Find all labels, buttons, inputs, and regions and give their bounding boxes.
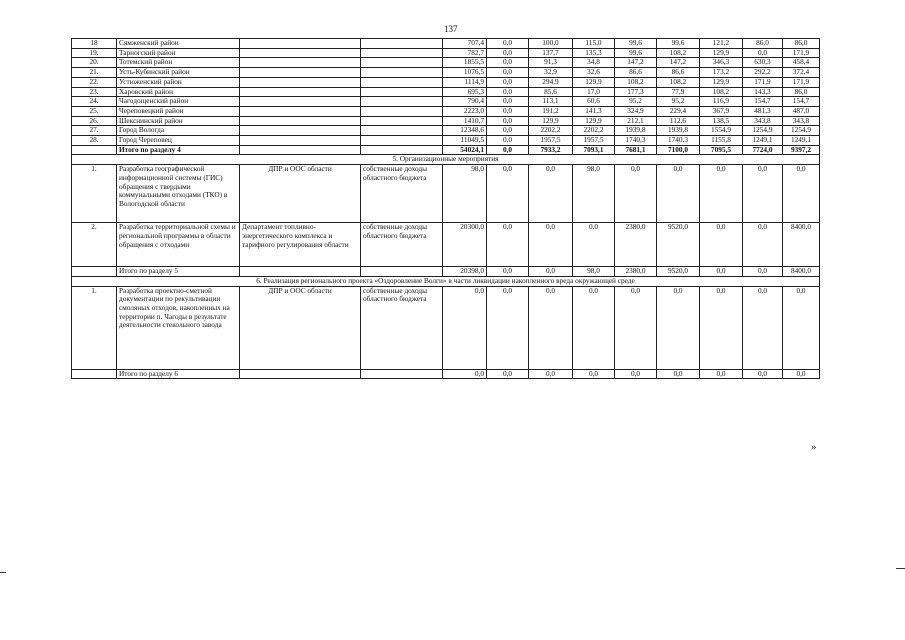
value-cell: 60,6 <box>573 97 615 107</box>
source-cell <box>361 126 443 136</box>
scan-edge-mark <box>896 568 905 569</box>
value-cell: 32,9 <box>529 68 573 78</box>
value-cell: 292,2 <box>743 68 783 78</box>
value-cell: 11049,5 <box>443 136 487 146</box>
value-cell: 0,0 <box>487 286 529 369</box>
value-cell: 154,7 <box>743 97 783 107</box>
value-cell: 77,9 <box>657 87 700 97</box>
value-cell: 0,0 <box>529 165 573 223</box>
row-number-cell: 19. <box>72 48 117 58</box>
value-cell: 0,0 <box>615 369 657 379</box>
value-cell: 367,9 <box>700 106 743 116</box>
value-cell: 86,0 <box>783 39 820 49</box>
source-cell <box>361 145 443 155</box>
value-cell: 129,9 <box>573 77 615 87</box>
value-cell: 0,0 <box>487 58 529 68</box>
value-cell: 343,8 <box>743 116 783 126</box>
value-cell: 171,9 <box>783 77 820 87</box>
table-row <box>72 87 820 97</box>
table-row <box>72 126 820 136</box>
value-cell: 0,0 <box>573 369 615 379</box>
district-name-cell: Сямженский район <box>117 39 240 49</box>
value-cell: 8400,0 <box>783 267 820 277</box>
value-cell: 1939,8 <box>615 126 657 136</box>
section-title-row <box>72 155 820 165</box>
row-number-cell: 24. <box>72 97 117 107</box>
value-cell: 1254,9 <box>783 126 820 136</box>
value-cell: 20398,0 <box>443 267 487 277</box>
activity-row <box>72 286 820 369</box>
executor-cell: ДПР и ООС области <box>240 286 361 369</box>
total-label-cell: Итого по разделу 5 <box>117 267 240 277</box>
value-cell: 91,3 <box>529 58 573 68</box>
table-row <box>72 136 820 146</box>
source-cell <box>361 58 443 68</box>
row-number-cell: 2. <box>72 223 117 267</box>
value-cell: 343,8 <box>783 116 820 126</box>
funding-source-cell: собственные доходы областного бюджета <box>361 165 443 223</box>
funding-source-cell: собственные доходы областного бюджета <box>361 286 443 369</box>
value-cell: 7093,1 <box>573 145 615 155</box>
value-cell: 54024,1 <box>443 145 487 155</box>
value-cell: 487,0 <box>783 106 820 116</box>
executor-cell <box>240 126 361 136</box>
value-cell: 9397,2 <box>783 145 820 155</box>
value-cell: 372,4 <box>783 68 820 78</box>
value-cell: 0,0 <box>573 286 615 369</box>
value-cell: 1249,1 <box>743 136 783 146</box>
section-title-cell: 6. Реализация регионального проекта «Оздоровление Волги» в части ликвидации накопленного вреда окружающей среде <box>72 276 820 286</box>
table-body <box>72 39 820 379</box>
table-row <box>72 48 820 58</box>
value-cell: 108,2 <box>657 48 700 58</box>
source-cell <box>361 106 443 116</box>
value-cell: 0,0 <box>743 48 783 58</box>
value-cell: 0,0 <box>487 39 529 49</box>
value-cell: 9520,0 <box>657 267 700 277</box>
value-cell: 98,0 <box>443 165 487 223</box>
value-cell: 481,3 <box>743 106 783 116</box>
total-label-cell: Итого по разделу 6 <box>117 369 240 379</box>
value-cell: 0,0 <box>700 286 743 369</box>
value-cell: 458,4 <box>783 58 820 68</box>
row-number-cell: 23. <box>72 87 117 97</box>
executor-cell <box>240 58 361 68</box>
district-name-cell: Тотемский район <box>117 58 240 68</box>
value-cell: 7724,0 <box>743 145 783 155</box>
value-cell: 7681,1 <box>615 145 657 155</box>
value-cell: 0,0 <box>443 286 487 369</box>
value-cell: 1855,5 <box>443 58 487 68</box>
source-cell <box>361 68 443 78</box>
value-cell: 86,6 <box>615 68 657 78</box>
value-cell: 1939,8 <box>657 126 700 136</box>
source-cell <box>361 87 443 97</box>
value-cell: 7933,2 <box>529 145 573 155</box>
value-cell: 137,7 <box>529 48 573 58</box>
value-cell: 2202,2 <box>529 126 573 136</box>
total-row <box>72 145 820 155</box>
value-cell: 0,0 <box>487 77 529 87</box>
value-cell: 707,4 <box>443 39 487 49</box>
value-cell: 0,0 <box>743 223 783 267</box>
district-name-cell: Устюженский район <box>117 77 240 87</box>
value-cell: 630,3 <box>743 58 783 68</box>
value-cell: 0,0 <box>743 369 783 379</box>
row-number-cell: 21. <box>72 68 117 78</box>
section-title-row <box>72 276 820 286</box>
value-cell: 32,6 <box>573 68 615 78</box>
value-cell: 294,9 <box>529 77 573 87</box>
district-name-cell: Усть-Кубинский район <box>117 68 240 78</box>
value-cell: 1554,9 <box>700 126 743 136</box>
value-cell: 138,5 <box>700 116 743 126</box>
source-cell <box>361 39 443 49</box>
value-cell: 17,0 <box>573 87 615 97</box>
value-cell: 0,0 <box>743 165 783 223</box>
value-cell: 1410,7 <box>443 116 487 126</box>
value-cell: 141,3 <box>573 106 615 116</box>
row-number-cell: 20. <box>72 58 117 68</box>
value-cell: 135,3 <box>573 48 615 58</box>
value-cell: 2380,0 <box>615 223 657 267</box>
value-cell: 0,0 <box>743 286 783 369</box>
value-cell: 116,9 <box>700 97 743 107</box>
source-cell <box>361 97 443 107</box>
value-cell: 112,6 <box>657 116 700 126</box>
value-cell: 0,0 <box>700 369 743 379</box>
value-cell: 0,0 <box>487 97 529 107</box>
district-name-cell: Город Череповец <box>117 136 240 146</box>
value-cell: 98,0 <box>573 165 615 223</box>
executor-cell: Департамент топливно-энергетического комплекса и тарифного регулирования области <box>240 223 361 267</box>
district-name-cell: Чагодощенский район <box>117 97 240 107</box>
value-cell: 129,9 <box>573 116 615 126</box>
value-cell: 86,6 <box>657 68 700 78</box>
value-cell: 1076,5 <box>443 68 487 78</box>
value-cell: 0,0 <box>529 223 573 267</box>
value-cell: 121,2 <box>700 39 743 49</box>
row-number-cell: 26. <box>72 116 117 126</box>
district-name-cell: Тарногский район <box>117 48 240 58</box>
value-cell: 0,0 <box>487 223 529 267</box>
value-cell: 171,9 <box>743 77 783 87</box>
value-cell: 177,3 <box>615 87 657 97</box>
value-cell: 0,0 <box>487 267 529 277</box>
value-cell: 191,2 <box>529 106 573 116</box>
district-name-cell: Харовский район <box>117 87 240 97</box>
page-number: 137 <box>444 24 458 34</box>
value-cell: 99,6 <box>615 48 657 58</box>
executor-cell <box>240 87 361 97</box>
executor-cell: ДПР и ООС области <box>240 165 361 223</box>
table-row <box>72 77 820 87</box>
value-cell: 99,6 <box>657 39 700 49</box>
row-number-cell: 1. <box>72 286 117 369</box>
value-cell: 129,9 <box>700 48 743 58</box>
value-cell: 0,0 <box>487 145 529 155</box>
source-cell <box>361 116 443 126</box>
district-name-cell: Шекснинский район <box>117 116 240 126</box>
value-cell: 0,0 <box>487 126 529 136</box>
value-cell: 0,0 <box>487 369 529 379</box>
executor-cell <box>240 48 361 58</box>
value-cell: 100,0 <box>529 39 573 49</box>
district-name-cell: Череповецкий район <box>117 106 240 116</box>
executor-cell <box>240 145 361 155</box>
source-cell <box>361 136 443 146</box>
value-cell: 0,0 <box>657 165 700 223</box>
value-cell: 0,0 <box>529 286 573 369</box>
value-cell: 99,6 <box>615 39 657 49</box>
value-cell: 171,9 <box>783 48 820 58</box>
value-cell: 782,7 <box>443 48 487 58</box>
value-cell: 9520,0 <box>657 223 700 267</box>
row-number-cell: 27. <box>72 126 117 136</box>
activity-row <box>72 223 820 267</box>
value-cell: 0,0 <box>700 267 743 277</box>
value-cell: 2380,0 <box>615 267 657 277</box>
value-cell: 34,8 <box>573 58 615 68</box>
executor-cell <box>240 136 361 146</box>
row-number-cell <box>72 267 117 277</box>
table-row <box>72 39 820 49</box>
table-row <box>72 68 820 78</box>
value-cell: 229,4 <box>657 106 700 116</box>
value-cell: 0,0 <box>487 116 529 126</box>
activity-name-cell: Разработка географической информационной системы (ГИС) обращения с твердыми коммунальными отходами (ТКО) в Вологодской области <box>117 165 240 223</box>
scan-edge-mark <box>0 572 6 573</box>
table-row <box>72 58 820 68</box>
value-cell: 85,6 <box>529 87 573 97</box>
value-cell: 0,0 <box>487 106 529 116</box>
value-cell: 695,3 <box>443 87 487 97</box>
value-cell: 2202,2 <box>573 126 615 136</box>
executor-cell <box>240 369 361 379</box>
row-number-cell <box>72 145 117 155</box>
funding-source-cell: собственные доходы областного бюджета <box>361 223 443 267</box>
table-row <box>72 106 820 116</box>
value-cell: 108,2 <box>700 87 743 97</box>
source-cell <box>361 48 443 58</box>
value-cell: 115,0 <box>573 39 615 49</box>
value-cell: 20300,0 <box>443 223 487 267</box>
executor-cell <box>240 77 361 87</box>
value-cell: 147,2 <box>615 58 657 68</box>
source-cell <box>361 77 443 87</box>
value-cell: 108,2 <box>615 77 657 87</box>
value-cell: 0,0 <box>615 165 657 223</box>
value-cell: 1254,9 <box>743 126 783 136</box>
executor-cell <box>240 39 361 49</box>
value-cell: 8400,0 <box>783 223 820 267</box>
value-cell: 1957,5 <box>529 136 573 146</box>
district-name-cell: Город Вологда <box>117 126 240 136</box>
row-number-cell: 22. <box>72 77 117 87</box>
total-row <box>72 267 820 277</box>
value-cell: 1114,9 <box>443 77 487 87</box>
value-cell: 0,0 <box>487 87 529 97</box>
row-number-cell: 28. <box>72 136 117 146</box>
value-cell: 147,2 <box>657 58 700 68</box>
value-cell: 95,2 <box>657 97 700 107</box>
table-row <box>72 116 820 126</box>
value-cell: 143,3 <box>743 87 783 97</box>
value-cell: 0,0 <box>657 286 700 369</box>
table-row <box>72 97 820 107</box>
value-cell: 129,9 <box>700 77 743 87</box>
value-cell: 0,0 <box>700 165 743 223</box>
continuation-mark: » <box>811 441 817 453</box>
value-cell: 0,0 <box>487 48 529 58</box>
value-cell: 0,0 <box>615 286 657 369</box>
value-cell: 12348,6 <box>443 126 487 136</box>
row-number-cell: 18 <box>72 39 117 49</box>
value-cell: 7100,0 <box>657 145 700 155</box>
executor-cell <box>240 106 361 116</box>
executor-cell <box>240 97 361 107</box>
value-cell: 1740,3 <box>615 136 657 146</box>
source-cell <box>361 267 443 277</box>
value-cell: 113,1 <box>529 97 573 107</box>
value-cell: 1957,5 <box>573 136 615 146</box>
value-cell: 86,0 <box>743 39 783 49</box>
value-cell: 0,0 <box>700 223 743 267</box>
value-cell: 98,0 <box>573 267 615 277</box>
total-label-cell: Итого по разделу 4 <box>117 145 240 155</box>
value-cell: 324,9 <box>615 106 657 116</box>
value-cell: 1155,8 <box>700 136 743 146</box>
value-cell: 0,0 <box>743 267 783 277</box>
value-cell: 1249,1 <box>783 136 820 146</box>
value-cell: 129,9 <box>529 116 573 126</box>
row-number-cell <box>72 369 117 379</box>
row-number-cell: 1. <box>72 165 117 223</box>
budget-table <box>71 38 820 379</box>
value-cell: 86,0 <box>783 87 820 97</box>
executor-cell <box>240 68 361 78</box>
source-cell <box>361 369 443 379</box>
value-cell: 0,0 <box>783 286 820 369</box>
row-number-cell: 25. <box>72 106 117 116</box>
value-cell: 2223,0 <box>443 106 487 116</box>
value-cell: 0,0 <box>573 223 615 267</box>
activity-row <box>72 165 820 223</box>
value-cell: 0,0 <box>783 369 820 379</box>
value-cell: 0,0 <box>657 369 700 379</box>
value-cell: 0,0 <box>487 68 529 78</box>
value-cell: 154,7 <box>783 97 820 107</box>
value-cell: 0,0 <box>487 165 529 223</box>
executor-cell <box>240 267 361 277</box>
activity-name-cell: Разработка территориальной схемы и региональной программы в области обращения с отходами <box>117 223 240 267</box>
value-cell: 790,4 <box>443 97 487 107</box>
value-cell: 0,0 <box>487 136 529 146</box>
value-cell: 95,2 <box>615 97 657 107</box>
activity-name-cell: Разработка проектно-сметной документации по рекультивации смоляных отходов, накопленных на территории п. Чагоды в результате деятельности стекольного завода <box>117 286 240 369</box>
value-cell: 0,0 <box>783 165 820 223</box>
section-title-cell: 5. Организационные мероприятия <box>72 155 820 165</box>
value-cell: 108,2 <box>657 77 700 87</box>
executor-cell <box>240 116 361 126</box>
value-cell: 7095,5 <box>700 145 743 155</box>
value-cell: 1740,3 <box>657 136 700 146</box>
value-cell: 0,0 <box>443 369 487 379</box>
value-cell: 212,1 <box>615 116 657 126</box>
value-cell: 173,2 <box>700 68 743 78</box>
value-cell: 0,0 <box>529 267 573 277</box>
value-cell: 346,3 <box>700 58 743 68</box>
total-row <box>72 369 820 379</box>
value-cell: 0,0 <box>529 369 573 379</box>
